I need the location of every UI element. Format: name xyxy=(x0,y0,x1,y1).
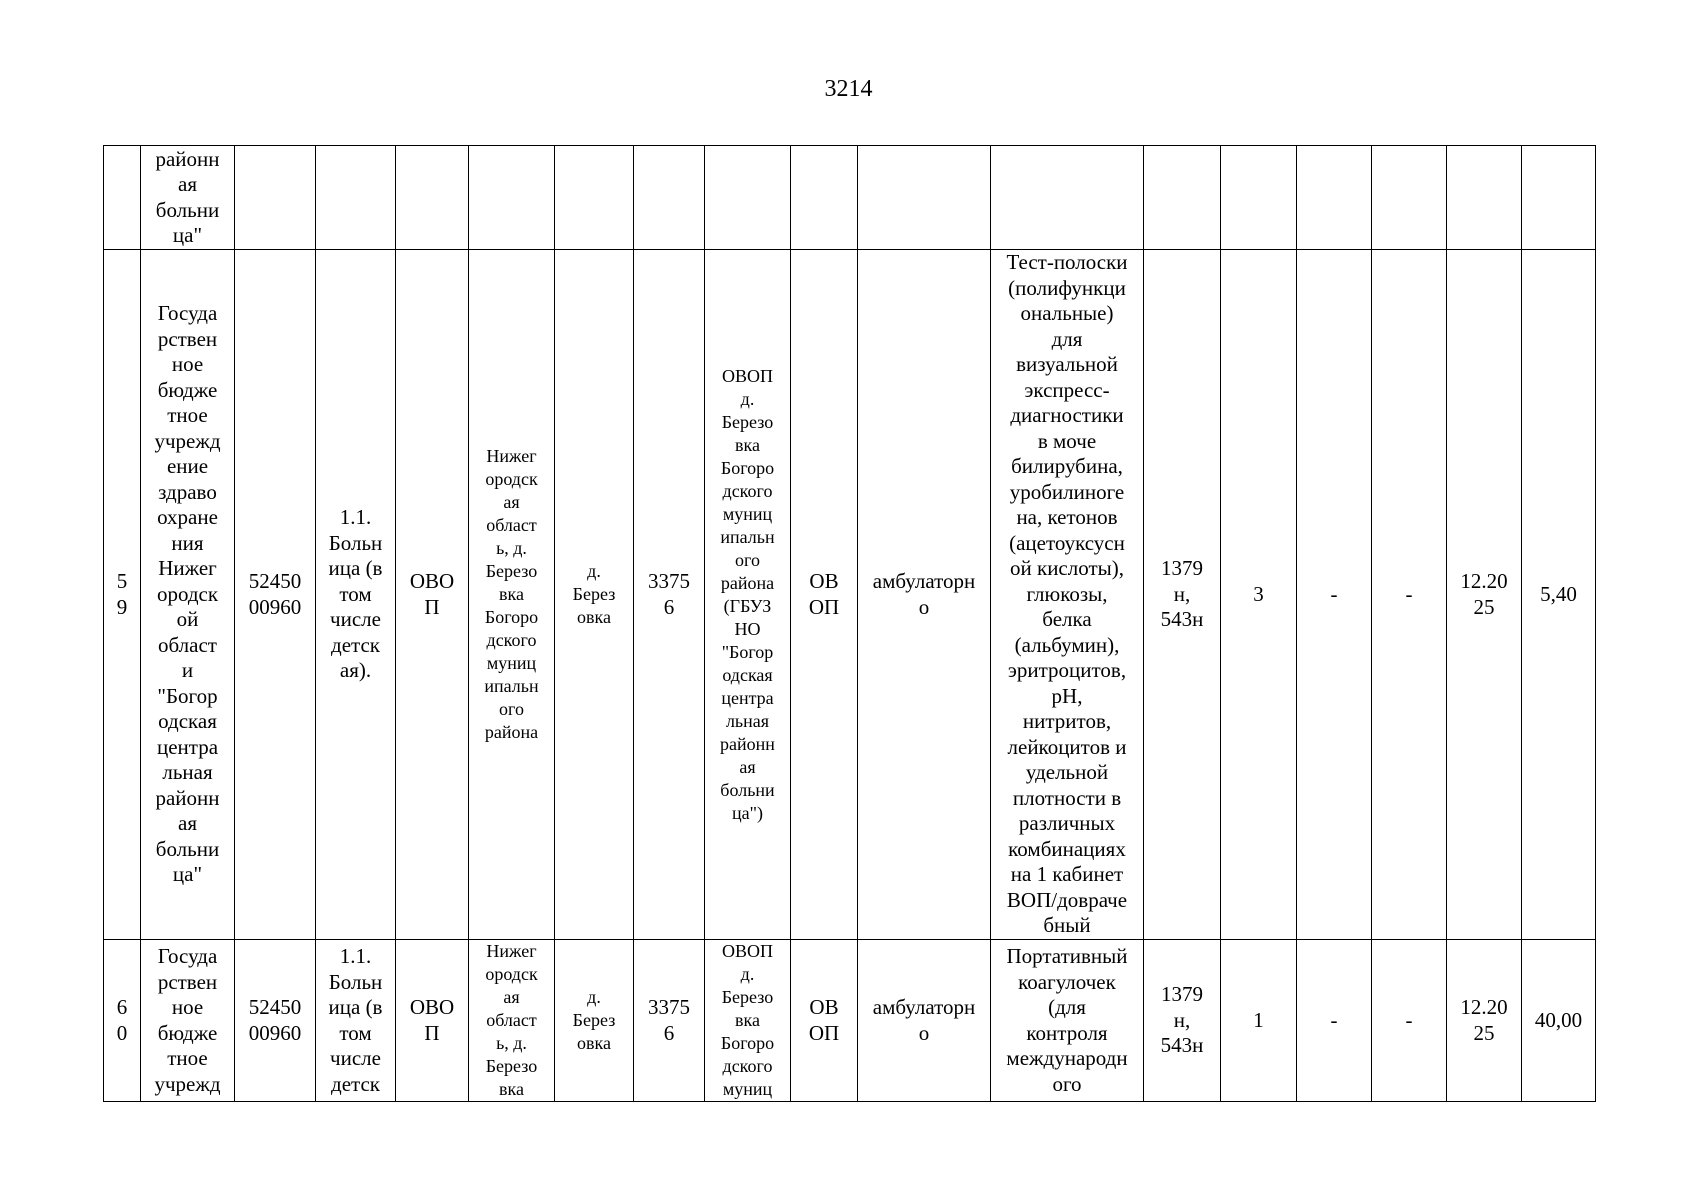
cell-code: 52450 00960 xyxy=(235,250,316,940)
cell-unit: ОВОП д. Березо вка Богоро дского муниц xyxy=(705,940,791,1102)
cell-num xyxy=(104,146,141,250)
cell-locality: д. Берез овка xyxy=(555,250,634,940)
cell-type xyxy=(396,146,469,250)
cell-care: амбулаторн о xyxy=(858,250,991,940)
cell-address: Нижег ородск ая област ь, д. Березо вка Богоро дского муниц ипальн ого района xyxy=(469,250,555,940)
cell-type: ОВО П xyxy=(396,940,469,1102)
cell-unit xyxy=(705,146,791,250)
cell-org: Госуда рствен ное бюдже тное учрежд xyxy=(141,940,235,1102)
cell-locality xyxy=(555,146,634,250)
cell-unit: ОВОП д. Березо вка Богоро дского муниц ипальн ого района (ГБУЗ НО "Богор одская центра льная районн ая больни ца") xyxy=(705,250,791,940)
cell-order: 1379 н, 543н xyxy=(1144,250,1221,940)
cell-qty: 1 xyxy=(1221,940,1297,1102)
cell-order: 1379 н, 543н xyxy=(1144,940,1221,1102)
cell-category: 1.1. Больн ица (в том числе детск ая). xyxy=(316,250,396,940)
cell-locality: д. Берез овка xyxy=(555,940,634,1102)
cell-num: 5 9 xyxy=(104,250,141,940)
cell-equipment: Портативный коагулочек (для контроля международн ого xyxy=(991,940,1144,1102)
cell-org: районн ая больни ца" xyxy=(141,146,235,250)
cell-oktmo xyxy=(634,146,705,250)
cell-category xyxy=(316,146,396,250)
equipment-table xyxy=(103,145,1596,1102)
cell-date: 12.20 25 xyxy=(1447,940,1522,1102)
cell-order xyxy=(1144,146,1221,250)
cell-qty: 3 xyxy=(1221,250,1297,940)
cell-type: ОВО П xyxy=(396,250,469,940)
table-row xyxy=(104,146,1596,250)
cell-amount xyxy=(1522,146,1596,250)
page-number: 3214 xyxy=(824,76,873,102)
cell-equipment xyxy=(991,146,1144,250)
cell-date xyxy=(1447,146,1522,250)
cell-equipment: Тест-полоски (полифункци ональные) для визуальной экспресс- диагностики в моче билирубина, уробилиноге на, кетонов (ацетоуксусн ой кислоты), глюкозы, белка (альбумин), эритроцитов, pH, нитритов, лейкоцитов и удельной плотности в различных комбинациях на 1 кабинет ВОП/довраче бный xyxy=(991,250,1144,940)
cell-care: амбулаторн о xyxy=(858,940,991,1102)
cell-subunit: ОВ ОП xyxy=(791,250,858,940)
cell-c2 xyxy=(1372,146,1447,250)
table-row xyxy=(104,250,1596,940)
cell-code xyxy=(235,146,316,250)
cell-c1: - xyxy=(1297,940,1372,1102)
cell-c2: - xyxy=(1372,940,1447,1102)
cell-c1: - xyxy=(1297,250,1372,940)
cell-c2: - xyxy=(1372,250,1447,940)
cell-amount: 5,40 xyxy=(1522,250,1596,940)
cell-address xyxy=(469,146,555,250)
cell-date: 12.20 25 xyxy=(1447,250,1522,940)
cell-c1 xyxy=(1297,146,1372,250)
cell-subunit: ОВ ОП xyxy=(791,940,858,1102)
cell-org: Госуда рствен ное бюдже тное учрежд ение здраво охране ния Нижег ородск ой област и "Богор одская центра льная районн ая больни ца" xyxy=(141,250,235,940)
cell-num: 6 0 xyxy=(104,940,141,1102)
table-row xyxy=(104,940,1596,1102)
cell-care xyxy=(858,146,991,250)
cell-amount: 40,00 xyxy=(1522,940,1596,1102)
cell-qty xyxy=(1221,146,1297,250)
cell-oktmo: 3375 6 xyxy=(634,250,705,940)
cell-subunit xyxy=(791,146,858,250)
cell-category: 1.1. Больн ица (в том числе детск xyxy=(316,940,396,1102)
cell-oktmo: 3375 6 xyxy=(634,940,705,1102)
cell-code: 52450 00960 xyxy=(235,940,316,1102)
cell-address: Нижег ородск ая област ь, д. Березо вка xyxy=(469,940,555,1102)
